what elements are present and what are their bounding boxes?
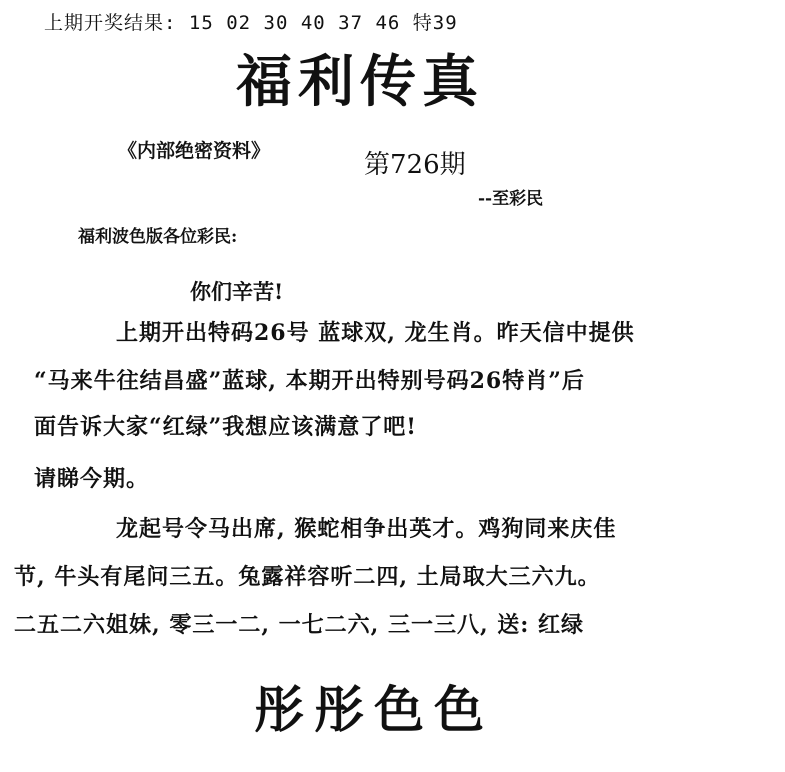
body-line-5: 龙起号令马出席, 猴蛇相争出英才。鸡狗同来庆佳	[116, 516, 617, 542]
issue-number: 第726期	[364, 150, 466, 180]
body-line-1: 上期开出特码26号 蓝球双, 龙生肖。昨天信中提供	[116, 320, 635, 346]
body-line-4: 请睇今期。	[34, 466, 150, 492]
body-line-2: “马来牛往结昌盛”蓝球, 本期开出特别号码26特肖”后	[34, 368, 585, 394]
salutation: 你们辛苦!	[190, 279, 284, 304]
previous-result: 上期开奖结果: 15 02 30 40 37 46 特39	[44, 12, 458, 34]
body-line-7: 二五二六姐妹, 零三一二, 一七二六, 三一三八, 送: 红绿	[14, 612, 585, 638]
closing-phrase: 彤彤色色	[254, 680, 494, 739]
greeting: 福利波色版各位彩民:	[78, 227, 238, 247]
body-line-3: 面告诉大家“红绿”我想应该满意了吧!	[34, 414, 417, 440]
signer: --至彩民	[478, 189, 544, 209]
body-line-6: 节, 牛头有尾问三五。兔露祥容听二四, 土局取大三六九。	[14, 564, 601, 590]
subtitle: 《内部绝密资料》	[118, 140, 271, 162]
page-title: 福利传真	[236, 49, 484, 115]
